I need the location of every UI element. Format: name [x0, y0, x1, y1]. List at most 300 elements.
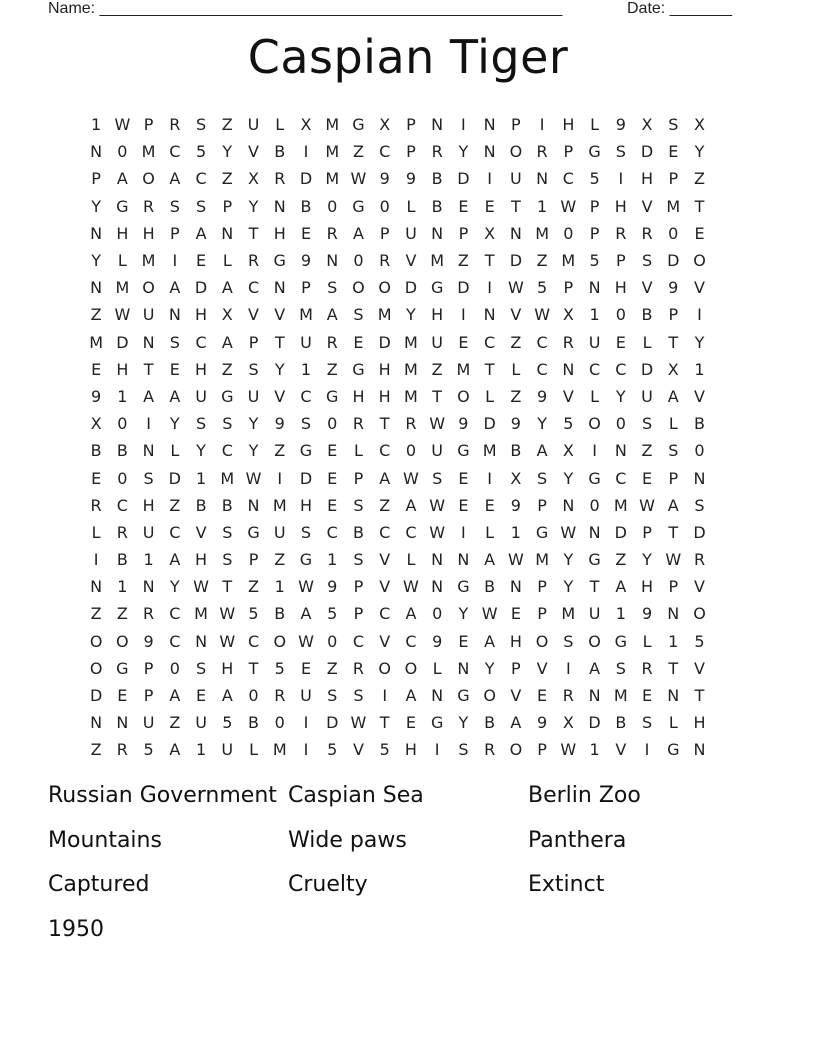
- grid-cell: B: [694, 414, 705, 434]
- grid-cell: I: [303, 713, 309, 733]
- grid-cell: I: [539, 115, 545, 135]
- grid-cell: W: [350, 713, 367, 733]
- grid-cell: D: [168, 468, 181, 488]
- grid-cell: V: [694, 577, 705, 597]
- grid-cell: H: [142, 495, 155, 515]
- grid-cell: P: [406, 142, 416, 162]
- grid-cell: P: [406, 115, 416, 135]
- grid-cell: 1: [589, 740, 600, 760]
- grid-cell: D: [404, 278, 418, 298]
- grid-cell: E: [694, 223, 705, 243]
- grid-cell: H: [641, 169, 654, 189]
- grid-cell: 1: [143, 550, 154, 570]
- grid-cell: Z: [169, 495, 181, 515]
- grid-cell: E: [327, 441, 338, 461]
- grid-cell: B: [274, 604, 286, 624]
- grid-cell: N: [431, 223, 444, 243]
- grid-cell: P: [143, 115, 154, 135]
- grid-cell: P: [537, 577, 547, 597]
- grid-cell: N: [457, 550, 470, 570]
- grid-cell: M: [404, 359, 418, 379]
- grid-cell: R: [431, 142, 443, 162]
- grid-cell: A: [169, 386, 181, 406]
- grid-cell: E: [458, 332, 469, 352]
- grid-cell: U: [510, 169, 522, 189]
- grid-cell: Y: [694, 142, 705, 162]
- grid-cell: M: [404, 386, 418, 406]
- grid-cell: V: [248, 142, 259, 162]
- grid-cell: 9: [537, 713, 548, 733]
- grid-row: [83, 165, 713, 192]
- grid-cell: E: [668, 142, 679, 162]
- grid-cell: W: [429, 522, 446, 542]
- grid-cell: S: [353, 305, 364, 325]
- grid-cell: O: [378, 278, 391, 298]
- grid-cell: B: [248, 713, 260, 733]
- grid-cell: A: [484, 550, 496, 570]
- grid-cell: N: [116, 713, 129, 733]
- grid-cell: W: [560, 522, 577, 542]
- grid-cell: S: [615, 142, 626, 162]
- grid-cell: R: [562, 686, 574, 706]
- grid-cell: V: [352, 740, 364, 760]
- grid-cell: L: [117, 251, 127, 271]
- grid-cell: 0: [353, 251, 364, 271]
- grid-cell: X: [248, 169, 259, 189]
- grid-cell: N: [483, 115, 496, 135]
- grid-cell: A: [615, 577, 627, 597]
- grid-cell: N: [588, 686, 601, 706]
- grid-cell: Z: [274, 441, 286, 461]
- grid-cell: O: [89, 658, 103, 678]
- grid-cell: 0: [668, 223, 679, 243]
- grid-cell: B: [484, 713, 496, 733]
- grid-cell: M: [535, 223, 549, 243]
- grid-row: [83, 655, 713, 682]
- grid-cell: M: [430, 251, 445, 271]
- grid-cell: 1: [537, 196, 548, 216]
- grid-cell: U: [142, 305, 155, 325]
- grid-row: [83, 628, 713, 655]
- grid-cell: E: [117, 686, 128, 706]
- grid-cell: 5: [537, 278, 548, 298]
- grid-cell: 9: [300, 251, 312, 271]
- grid-cell: S: [222, 414, 233, 434]
- grid-cell: G: [535, 522, 549, 542]
- grid-cell: 9: [379, 169, 390, 189]
- grid-cell: N: [273, 196, 286, 216]
- grid-cell: M: [666, 196, 681, 216]
- grid-cell: W: [350, 169, 367, 189]
- grid-cell: 9: [458, 414, 469, 434]
- grid-cell: E: [458, 196, 469, 216]
- grid-cell: I: [487, 278, 492, 298]
- grid-cell: V: [274, 386, 286, 406]
- grid-cell: 9: [327, 577, 338, 597]
- grid-cell: C: [169, 142, 181, 162]
- grid-cell: Z: [221, 115, 233, 135]
- grid-cell: A: [510, 713, 522, 733]
- grid-cell: A: [405, 686, 417, 706]
- grid-cell: L: [590, 115, 600, 135]
- grid-cell: M: [377, 305, 392, 325]
- grid-cell: S: [195, 196, 207, 216]
- grid-cell: N: [142, 332, 155, 352]
- grid-cell: N: [509, 577, 522, 597]
- grid-cell: 0: [169, 658, 180, 678]
- grid-cell: R: [274, 686, 286, 706]
- grid-cell: S: [668, 441, 679, 461]
- grid-cell: S: [641, 251, 653, 271]
- grid-cell: P: [563, 278, 574, 298]
- grid-cell: H: [693, 713, 706, 733]
- grid-cell: Y: [615, 386, 626, 406]
- grid-cell: R: [352, 414, 365, 434]
- grid-cell: 5: [563, 414, 574, 434]
- grid-cell: C: [169, 631, 181, 651]
- grid-cell: L: [406, 196, 416, 216]
- grid-cell: 0: [248, 686, 259, 706]
- grid-cell: O: [116, 631, 129, 651]
- grid-cell: Z: [536, 251, 548, 271]
- grid-cell: H: [352, 386, 365, 406]
- grid-cell: D: [378, 332, 391, 352]
- grid-cell: A: [221, 332, 233, 352]
- grid-cell: G: [116, 658, 129, 678]
- grid-cell: C: [195, 332, 207, 352]
- grid-cell: Z: [326, 658, 338, 678]
- grid-cell: D: [299, 468, 313, 488]
- grid-cell: S: [353, 495, 364, 515]
- grid-cell: Y: [248, 441, 259, 461]
- grid-cell: X: [562, 713, 574, 733]
- grid-cell: B: [431, 196, 443, 216]
- grid-cell: Z: [641, 441, 653, 461]
- grid-cell: W: [665, 550, 682, 570]
- grid-row: [83, 329, 713, 356]
- grid-cell: C: [379, 522, 391, 542]
- grid-cell: G: [116, 196, 129, 216]
- grid-cell: W: [429, 414, 446, 434]
- grid-cell: I: [487, 468, 492, 488]
- grid-cell: P: [537, 604, 547, 624]
- grid-cell: 1: [274, 577, 285, 597]
- grid-cell: S: [615, 658, 626, 678]
- grid-cell: O: [693, 251, 706, 271]
- grid-cell: N: [667, 604, 680, 624]
- grid-cell: C: [300, 386, 312, 406]
- grid-cell: 5: [222, 713, 233, 733]
- grid-cell: Z: [352, 142, 364, 162]
- grid-cell: V: [510, 686, 522, 706]
- grid-cell: W: [429, 495, 446, 515]
- grid-cell: E: [196, 686, 207, 706]
- grid-cell: I: [146, 414, 151, 434]
- grid-cell: 0: [327, 196, 338, 216]
- grid-cell: Z: [248, 577, 259, 597]
- grid-cell: I: [303, 740, 309, 760]
- grid-cell: H: [116, 359, 129, 379]
- grid-cell: 1: [694, 359, 705, 379]
- grid-cell: V: [510, 305, 522, 325]
- grid-cell: 5: [327, 740, 338, 760]
- grid-cell: M: [141, 142, 156, 162]
- grid-cell: Y: [458, 604, 469, 624]
- grid-cell: O: [273, 631, 287, 651]
- grid-cell: 9: [405, 169, 417, 189]
- grid-cell: H: [378, 359, 391, 379]
- grid-cell: Y: [563, 577, 574, 597]
- grid-cell: M: [141, 251, 156, 271]
- grid-cell: P: [143, 658, 154, 678]
- grid-cell: W: [114, 115, 131, 135]
- grid-cell: E: [484, 196, 495, 216]
- grid-cell: V: [536, 658, 548, 678]
- grid-cell: D: [194, 278, 208, 298]
- grid-cell: O: [89, 631, 103, 651]
- grid-cell: B: [510, 441, 522, 461]
- grid-cell: C: [588, 359, 601, 379]
- word-list-item: Caspian Sea: [288, 783, 424, 808]
- grid-cell: P: [668, 577, 679, 597]
- grid-cell: L: [222, 251, 232, 271]
- grid-cell: T: [248, 223, 259, 243]
- grid-cell: U: [247, 386, 260, 406]
- grid-cell: H: [142, 223, 155, 243]
- grid-cell: P: [248, 550, 259, 570]
- grid-cell: E: [300, 658, 312, 678]
- grid-cell: D: [509, 251, 523, 271]
- grid-cell: N: [588, 278, 601, 298]
- grid-cell: U: [273, 522, 286, 542]
- grid-cell: 9: [615, 115, 626, 135]
- grid-cell: D: [640, 142, 654, 162]
- grid-cell: N: [457, 658, 470, 678]
- grid-cell: G: [221, 386, 234, 406]
- grid-cell: B: [431, 169, 443, 189]
- grid-cell: C: [615, 359, 627, 379]
- grid-cell: S: [300, 522, 312, 542]
- grid-cell: T: [510, 196, 521, 216]
- grid-cell: S: [458, 740, 469, 760]
- grid-cell: Y: [91, 196, 101, 216]
- grid-cell: L: [432, 658, 442, 678]
- grid-cell: X: [562, 441, 574, 461]
- grid-cell: L: [275, 115, 285, 135]
- grid-cell: M: [194, 604, 208, 624]
- grid-cell: W: [639, 495, 655, 515]
- grid-cell: U: [221, 740, 234, 760]
- grid-cell: P: [563, 142, 574, 162]
- grid-cell: V: [379, 550, 391, 570]
- grid-cell: H: [378, 386, 391, 406]
- grid-cell: Y: [563, 550, 574, 570]
- word-list-item: Panthera: [528, 827, 627, 853]
- grid-cell: N: [90, 223, 103, 243]
- grid-cell: V: [641, 196, 653, 216]
- grid-row: [83, 464, 713, 491]
- grid-cell: O: [483, 686, 496, 706]
- grid-cell: R: [326, 223, 338, 243]
- grid-cell: R: [143, 196, 155, 216]
- grid-cell: H: [195, 305, 208, 325]
- grid-cell: U: [142, 522, 155, 542]
- grid-cell: 0: [117, 142, 128, 162]
- page-title: Caspian Tiger: [247, 30, 569, 84]
- grid-cell: S: [641, 713, 653, 733]
- grid-cell: R: [641, 223, 653, 243]
- grid-cell: C: [169, 604, 181, 624]
- grid-cell: R: [693, 550, 706, 570]
- grid-cell: N: [693, 740, 706, 760]
- grid-cell: Y: [484, 658, 495, 678]
- date-field-label: Date: _______: [627, 0, 732, 17]
- grid-cell: D: [483, 414, 496, 434]
- grid-cell: N: [483, 142, 496, 162]
- grid-cell: B: [352, 522, 364, 542]
- grid-cell: P: [668, 305, 679, 325]
- grid-cell: L: [590, 386, 600, 406]
- grid-cell: D: [299, 169, 313, 189]
- grid-cell: W: [507, 550, 524, 570]
- grid-cell: 9: [91, 386, 102, 406]
- grid-cell: S: [327, 686, 338, 706]
- grid-cell: 0: [327, 414, 338, 434]
- word-list-item: Russian Government: [48, 783, 277, 808]
- grid-cell: V: [248, 305, 259, 325]
- grid-cell: C: [116, 495, 128, 515]
- grid-cell: 1: [510, 522, 521, 542]
- grid-cell: R: [562, 332, 574, 352]
- grid-cell: Y: [169, 414, 180, 434]
- grid-cell: H: [273, 223, 286, 243]
- grid-cell: I: [277, 468, 283, 488]
- grid-cell: M: [325, 115, 340, 135]
- grid-cell: 0: [117, 414, 128, 434]
- grid-cell: A: [169, 686, 181, 706]
- grid-cell: A: [589, 658, 601, 678]
- grid-cell: G: [326, 386, 339, 406]
- grid-cell: M: [272, 740, 287, 760]
- grid-cell: S: [169, 196, 180, 216]
- grid-cell: I: [303, 142, 309, 162]
- grid-row: [83, 492, 713, 519]
- grid-cell: 5: [143, 740, 154, 760]
- grid-cell: N: [90, 713, 103, 733]
- grid-cell: D: [588, 713, 601, 733]
- grid-cell: 1: [668, 631, 679, 651]
- grid-cell: U: [195, 386, 207, 406]
- grid-row: [83, 301, 713, 328]
- grid-cell: S: [694, 495, 705, 515]
- grid-cell: O: [404, 658, 418, 678]
- word-list-item: Mountains: [48, 827, 162, 853]
- grid-cell: L: [485, 522, 495, 542]
- grid-cell: S: [195, 115, 207, 135]
- grid-cell: B: [641, 305, 653, 325]
- grid-cell: A: [484, 631, 496, 651]
- grid-cell: I: [93, 550, 99, 570]
- grid-cell: B: [116, 550, 128, 570]
- grid-cell: P: [143, 686, 154, 706]
- grid-cell: N: [667, 686, 680, 706]
- grid-cell: A: [667, 386, 679, 406]
- grid-cell: S: [195, 658, 207, 678]
- grid-cell: R: [352, 658, 365, 678]
- grid-cell: S: [248, 359, 259, 379]
- grid-row: [83, 274, 713, 301]
- grid-cell: L: [91, 522, 101, 542]
- grid-cell: E: [484, 495, 495, 515]
- grid-cell: X: [379, 115, 391, 135]
- grid-cell: 0: [589, 495, 600, 515]
- grid-cell: W: [507, 278, 524, 298]
- grid-cell: O: [352, 278, 365, 298]
- grid-cell: 0: [615, 305, 626, 325]
- grid-cell: M: [299, 305, 313, 325]
- grid-cell: T: [379, 414, 390, 434]
- grid-cell: M: [561, 604, 576, 624]
- grid-cell: S: [169, 332, 180, 352]
- grid-cell: V: [195, 522, 207, 542]
- grid-cell: A: [536, 441, 548, 461]
- grid-cell: 9: [537, 386, 548, 406]
- grid-cell: E: [615, 332, 626, 352]
- grid-row: [83, 356, 713, 383]
- grid-cell: P: [353, 468, 364, 488]
- grid-cell: W: [219, 604, 236, 624]
- grid-cell: C: [221, 441, 233, 461]
- grid-cell: I: [487, 169, 492, 189]
- grid-row: [83, 220, 713, 247]
- grid-cell: Z: [169, 713, 181, 733]
- grid-cell: L: [249, 740, 258, 760]
- grid-cell: P: [169, 223, 180, 243]
- grid-cell: M: [272, 495, 287, 515]
- grid-cell: C: [562, 169, 574, 189]
- grid-cell: H: [116, 223, 129, 243]
- grid-cell: B: [90, 441, 102, 461]
- grid-cell: S: [353, 550, 364, 570]
- word-list-item: 1950: [48, 916, 104, 942]
- grid-cell: H: [299, 495, 312, 515]
- grid-cell: R: [326, 332, 338, 352]
- grid-cell: E: [196, 251, 207, 271]
- grid-row: [83, 410, 713, 437]
- grid-cell: P: [511, 658, 521, 678]
- grid-cell: C: [379, 441, 391, 461]
- grid-cell: D: [457, 169, 470, 189]
- grid-cell: R: [274, 169, 286, 189]
- grid-cell: 5: [589, 169, 600, 189]
- grid-cell: C: [247, 278, 260, 298]
- grid-cell: C: [195, 169, 207, 189]
- grid-cell: 1: [91, 115, 102, 135]
- grid-cell: P: [379, 223, 390, 243]
- grid-cell: N: [431, 577, 444, 597]
- grid-cell: A: [326, 305, 338, 325]
- letter-grid: [83, 111, 713, 764]
- grid-cell: M: [613, 495, 628, 515]
- grid-cell: 0: [379, 196, 390, 216]
- grid-row: [83, 709, 713, 736]
- grid-cell: I: [461, 115, 466, 135]
- grid-cell: I: [382, 686, 388, 706]
- grid-cell: L: [642, 332, 652, 352]
- grid-cell: P: [91, 169, 101, 189]
- grid-cell: V: [405, 251, 417, 271]
- grid-cell: W: [481, 604, 498, 624]
